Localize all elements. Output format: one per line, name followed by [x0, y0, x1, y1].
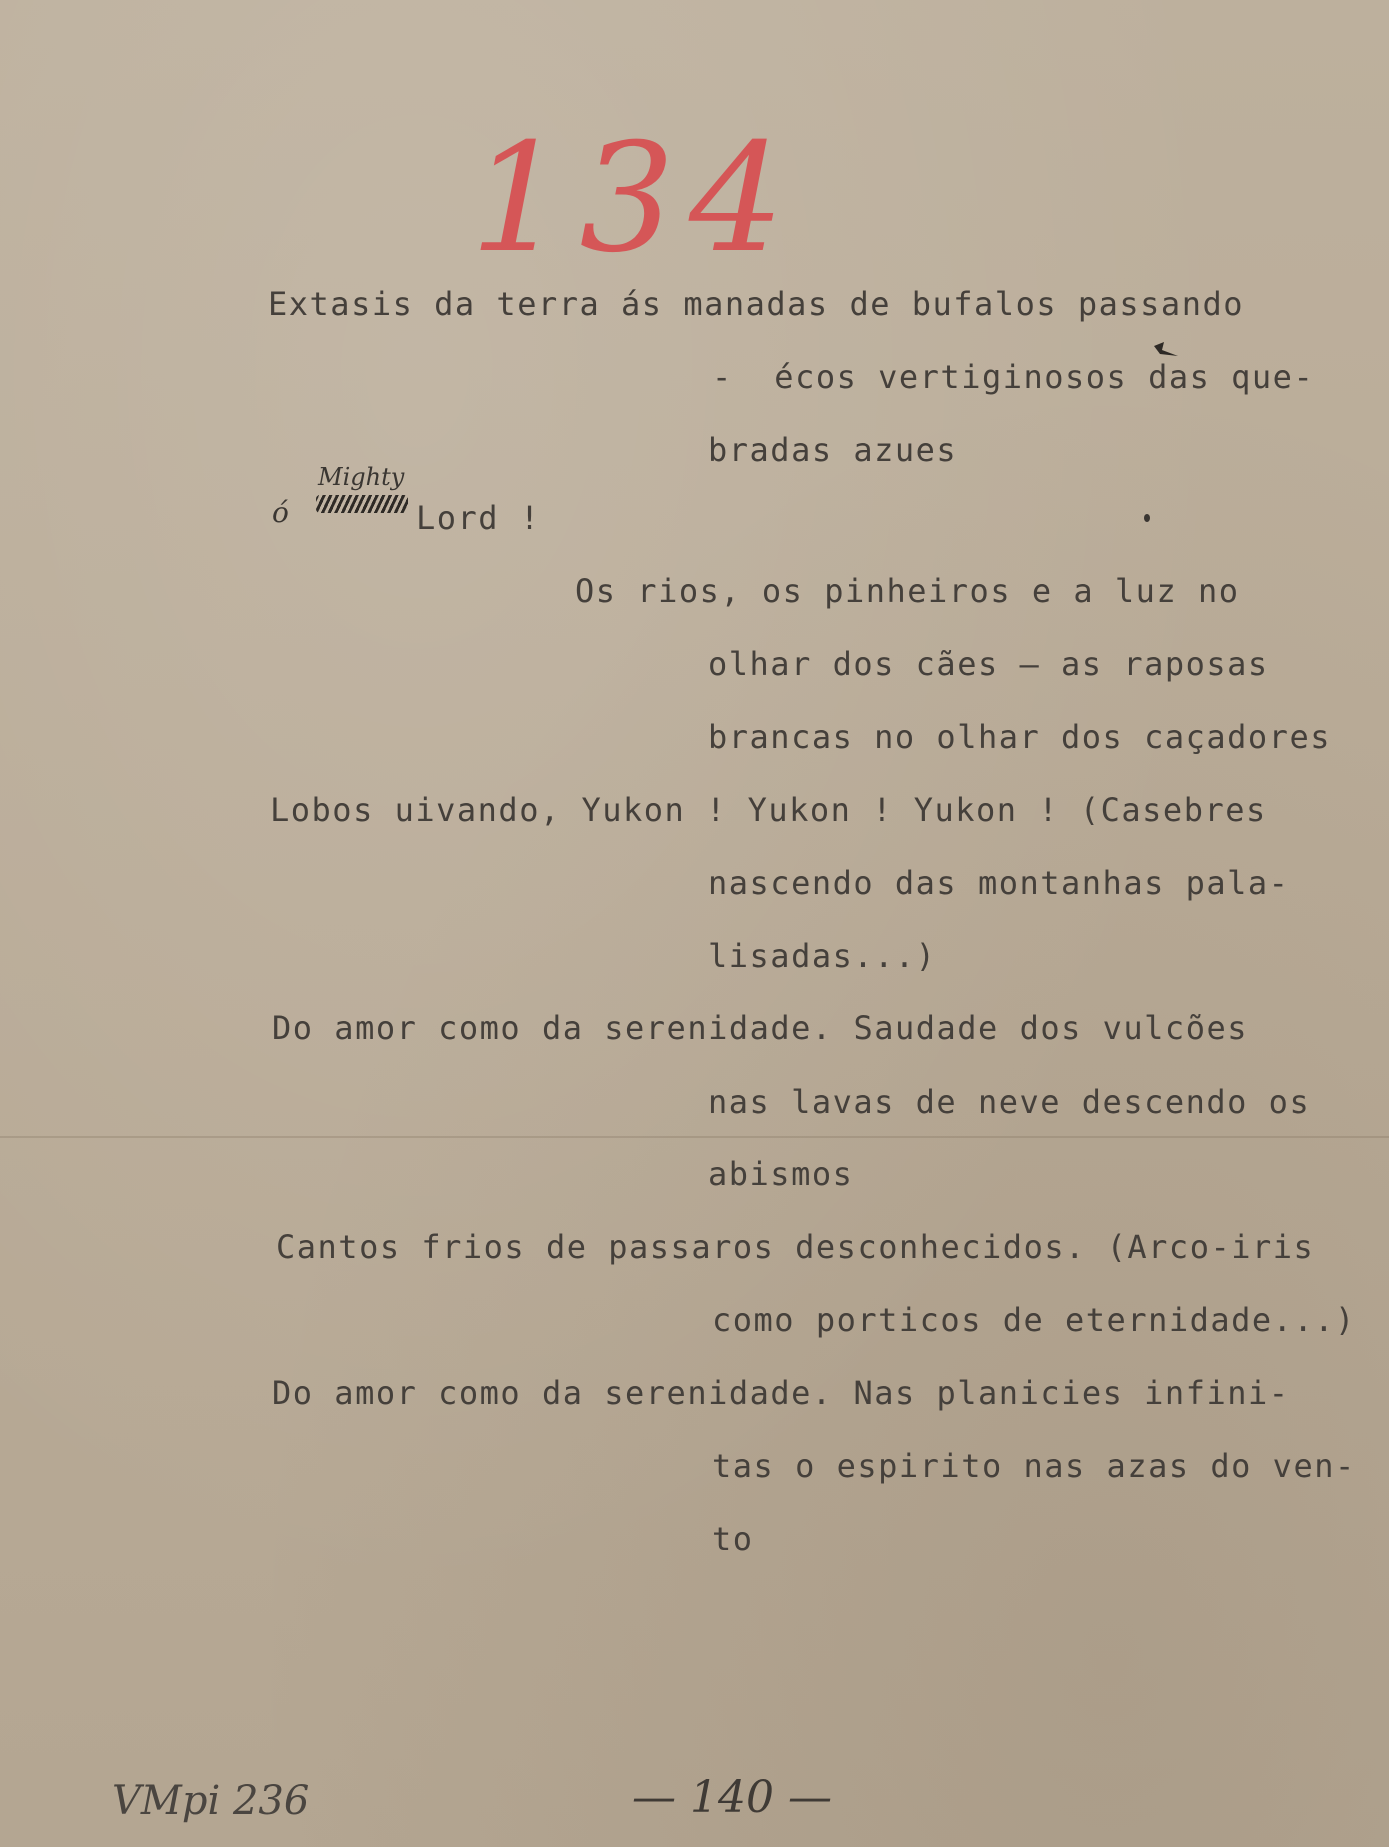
archive-reference: VMpi 236 — [112, 1778, 310, 1824]
poem-line-12: nas lavas de neve descendo os — [708, 1083, 1311, 1121]
poem-line-1: Extasis da terra ás manadas de bufalos passando — [268, 285, 1244, 323]
paper-fold-line — [0, 1136, 1389, 1138]
poem-line-4: Lord ! — [416, 499, 541, 537]
poem-line-11: Do amor como da serenidade. Saudade dos vulcões — [272, 1009, 1248, 1047]
struck-through-word — [316, 495, 408, 513]
poem-line-15: como porticos de eternidade...) — [712, 1301, 1356, 1339]
poem-line-7: brancas no olhar dos caçadores — [708, 718, 1331, 756]
poem-line-14: Cantos frios de passaros desconhecidos. (Arco-iris — [276, 1228, 1315, 1266]
folio-number-text: 134 — [470, 112, 799, 270]
folio-number-drawing — [460, 110, 880, 270]
handwritten-word-mighty: Mighty — [318, 463, 405, 491]
poem-line-6: olhar dos cães — as raposas — [708, 645, 1269, 683]
poem-line-3: bradas azues — [708, 431, 958, 469]
folio-number — [460, 110, 880, 270]
poem-line-17: tas o espirito nas azas do ven- — [712, 1447, 1356, 1485]
poem-line-13: abismos — [708, 1155, 854, 1193]
poem-line-18: to — [712, 1520, 754, 1558]
page-number: — 140 — — [632, 1772, 832, 1823]
poem-line-8: Lobos uivando, Yukon ! Yukon ! Yukon ! (Casebres — [270, 791, 1267, 829]
ink-dot — [1144, 514, 1150, 522]
handwritten-insertion — [316, 463, 408, 523]
ink-correction-mark — [1150, 340, 1184, 368]
poem-line-5: Os rios, os pinheiros e a luz no — [575, 572, 1240, 610]
poem-line-9: nascendo das montanhas pala- — [708, 864, 1290, 902]
poem-line-2: - écos vertiginosos das que- — [712, 358, 1315, 396]
handwritten-o-vocative: ó — [272, 496, 289, 529]
poem-line-16: Do amor como da serenidade. Nas planicies infini- — [272, 1374, 1290, 1412]
poem-line-10: lisadas...) — [708, 937, 937, 975]
